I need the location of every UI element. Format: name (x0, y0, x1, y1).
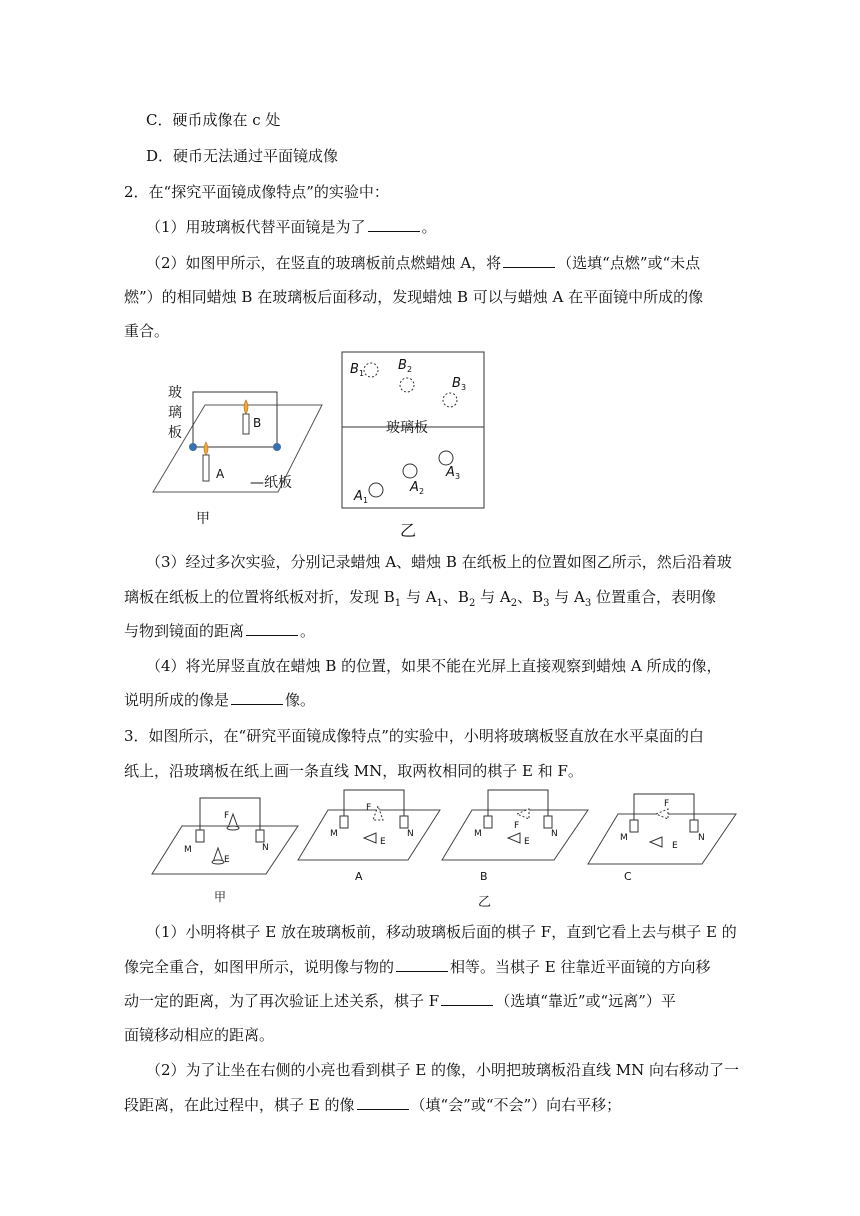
caption-a: A (355, 870, 363, 883)
q2-part3-text: 位置重合，表明像 (591, 588, 717, 606)
subscript: 3 (543, 598, 550, 609)
q3-title-line1: 3．如图所示，在“研究平面镜成像特点”的实验中，小明将玻璃板竖直放在水平桌面的白 (124, 727, 704, 745)
label-e: E (524, 837, 530, 847)
q2-part3-text: 、B (517, 588, 544, 606)
figure-yi-caption: 乙 (400, 521, 417, 540)
q2-part2-text-b: （选填“点燃”或“未点 (557, 254, 701, 272)
a3-subscript: 3 (455, 472, 461, 481)
label-f: F (514, 821, 520, 831)
figure-jia-candles (150, 380, 330, 530)
glass-label-2: 璃 (168, 405, 182, 421)
q3-part1-line3 (124, 991, 676, 1011)
q3-part1-text: （选填“靠近”或“远离”）平 (495, 992, 676, 1010)
q2-part1-end: 。 (421, 218, 437, 236)
glass-label-1: 玻 (168, 385, 182, 401)
q2-part3-text: 璃板在纸板上的位置将纸板对折，发现 B (124, 588, 395, 606)
q2-part1 (146, 217, 437, 237)
a1-subscript: 1 (363, 496, 369, 505)
q2-part4-text: 说明所成的像是 (124, 691, 230, 709)
glass-plate-label: 玻璃板 (386, 420, 428, 436)
a2-label: A (410, 480, 419, 495)
q2-part3-line3 (124, 621, 315, 641)
paper-label: —纸板 (250, 475, 292, 491)
q3-part2-text: 段距离，在此过程中，棋子 E 的像 (124, 1096, 355, 1114)
b1-subscript: 1 (359, 369, 365, 378)
q2-part2-line3: 重合。 (124, 322, 170, 340)
q3-part1-text: 相等。当棋子 E 往靠近平面镜的方向移 (450, 958, 711, 976)
option-d: D．硬币无法通过平面镜成像 (146, 147, 339, 165)
option-c: C．硬币成像在 c 处 (146, 111, 281, 129)
q3-part1-text: 动一定的距离，为了再次验证上述关系，棋子 F (124, 992, 440, 1010)
b3-label: B (452, 376, 461, 391)
answer-blank[interactable] (246, 621, 298, 636)
q2-part4-line1: （4）将光屏竖直放在蜡烛 B 的位置，如果不能在光屏上直接观察到蜡烛 A 所成的像， (146, 657, 722, 675)
label-e: E (672, 841, 678, 851)
label-m: M (184, 845, 192, 855)
glass-label-3: 板 (168, 425, 182, 441)
figure-yi-positions (340, 350, 486, 546)
q2-part3-text: 与物到镜面的距离 (124, 622, 245, 640)
caption-yi: 乙 (478, 895, 492, 910)
q3-part1-line2 (124, 957, 711, 977)
b2-subscript: 2 (407, 365, 413, 374)
label-n: N (407, 829, 414, 839)
a1-label: A (354, 489, 363, 504)
caption-jia: 甲 (214, 890, 227, 904)
q3-part2-line1: （2）为了让坐在右侧的小亮也看到棋子 E 的像，小明把玻璃板沿直线 MN 向右移动了一 (146, 1061, 740, 1079)
caption-c: C (624, 870, 632, 883)
q2-part3-text: 与 A (549, 588, 585, 606)
q2-part2-line1 (146, 253, 700, 273)
q2-part3-end: 。 (300, 622, 316, 640)
panel-a (298, 790, 440, 883)
label-e: E (224, 855, 230, 865)
q3-part2-line2 (124, 1095, 621, 1115)
figure-jia-caption: 甲 (196, 511, 210, 527)
q3-part1-text: 像完全重合，如图甲所示，说明像与物的 (124, 958, 395, 976)
q2-part3-text: 、B (442, 588, 469, 606)
label-e: E (380, 837, 386, 847)
label-n: N (262, 843, 269, 853)
q3-title-line2: 纸上，沿玻璃板在纸上画一条直线 MN，取两枚相同的棋子 E 和 F。 (124, 762, 583, 780)
figure-chess-pieces (150, 786, 740, 910)
label-m: M (620, 833, 628, 843)
label-m: M (330, 829, 338, 839)
q2-part3-line2 (124, 587, 716, 614)
label-f: F (366, 803, 372, 813)
answer-blank[interactable] (368, 217, 420, 232)
b2-label: B (398, 358, 407, 373)
label-n: N (551, 829, 558, 839)
q2-part2-text-a: （2）如图甲所示，在竖直的玻璃板前点燃蜡烛 A，将 (146, 254, 502, 272)
subscript: 1 (394, 598, 402, 609)
answer-blank[interactable] (231, 690, 283, 705)
subscript: 2 (468, 598, 476, 609)
subscript: 2 (510, 598, 518, 609)
subscript: 1 (436, 598, 443, 609)
b1-label: B (350, 362, 359, 377)
q2-part1-text: （1）用玻璃板代替平面镜是为了 (146, 218, 366, 236)
q2-title: 2．在“探究平面镜成像特点”的实验中： (124, 183, 389, 201)
a2-subscript: 2 (419, 487, 425, 496)
q2-part2-line2: 燃”）的相同蜡烛 B 在玻璃板后面移动，发现蜡烛 B 可以与蜡烛 A 在平面镜中所成的像 (124, 288, 704, 306)
q2-part3-text: 与 A (475, 588, 511, 606)
panel-b (442, 790, 588, 910)
answer-blank[interactable] (396, 957, 448, 972)
q2-part4-line2 (124, 690, 315, 710)
subscript: 3 (584, 598, 592, 609)
answer-blank[interactable] (441, 991, 493, 1006)
q2-part4-end: 像。 (285, 691, 316, 709)
label-f: F (664, 799, 670, 809)
q2-part3-text: 与 A (401, 588, 437, 606)
q3-part2-text: （填“会”或“不会”）向右平移； (410, 1096, 622, 1114)
a3-label: A (446, 465, 455, 480)
answer-blank[interactable] (357, 1095, 409, 1110)
label-f: F (224, 811, 230, 821)
q3-part1-line1: （1）小明将棋子 E 放在玻璃板前，移动玻璃板后面的棋子 F，直到它看上去与棋子 E 的 (146, 923, 737, 941)
label-n: N (698, 833, 705, 843)
b3-subscript: 3 (461, 383, 467, 392)
panel-c (588, 794, 736, 883)
answer-blank[interactable] (503, 253, 555, 268)
q2-part3-line1: （3）经过多次实验，分别记录蜡烛 A、蜡烛 B 在纸板上的位置如图乙所示，然后沿着玻 (146, 553, 732, 571)
candle-b-label: B (253, 416, 262, 430)
label-m: M (474, 829, 482, 839)
caption-b: B (480, 870, 488, 883)
candle-a-label: A (216, 467, 225, 481)
q3-part1-line4: 面镜移动相应的距离。 (124, 1026, 275, 1044)
panel-jia (152, 798, 298, 904)
